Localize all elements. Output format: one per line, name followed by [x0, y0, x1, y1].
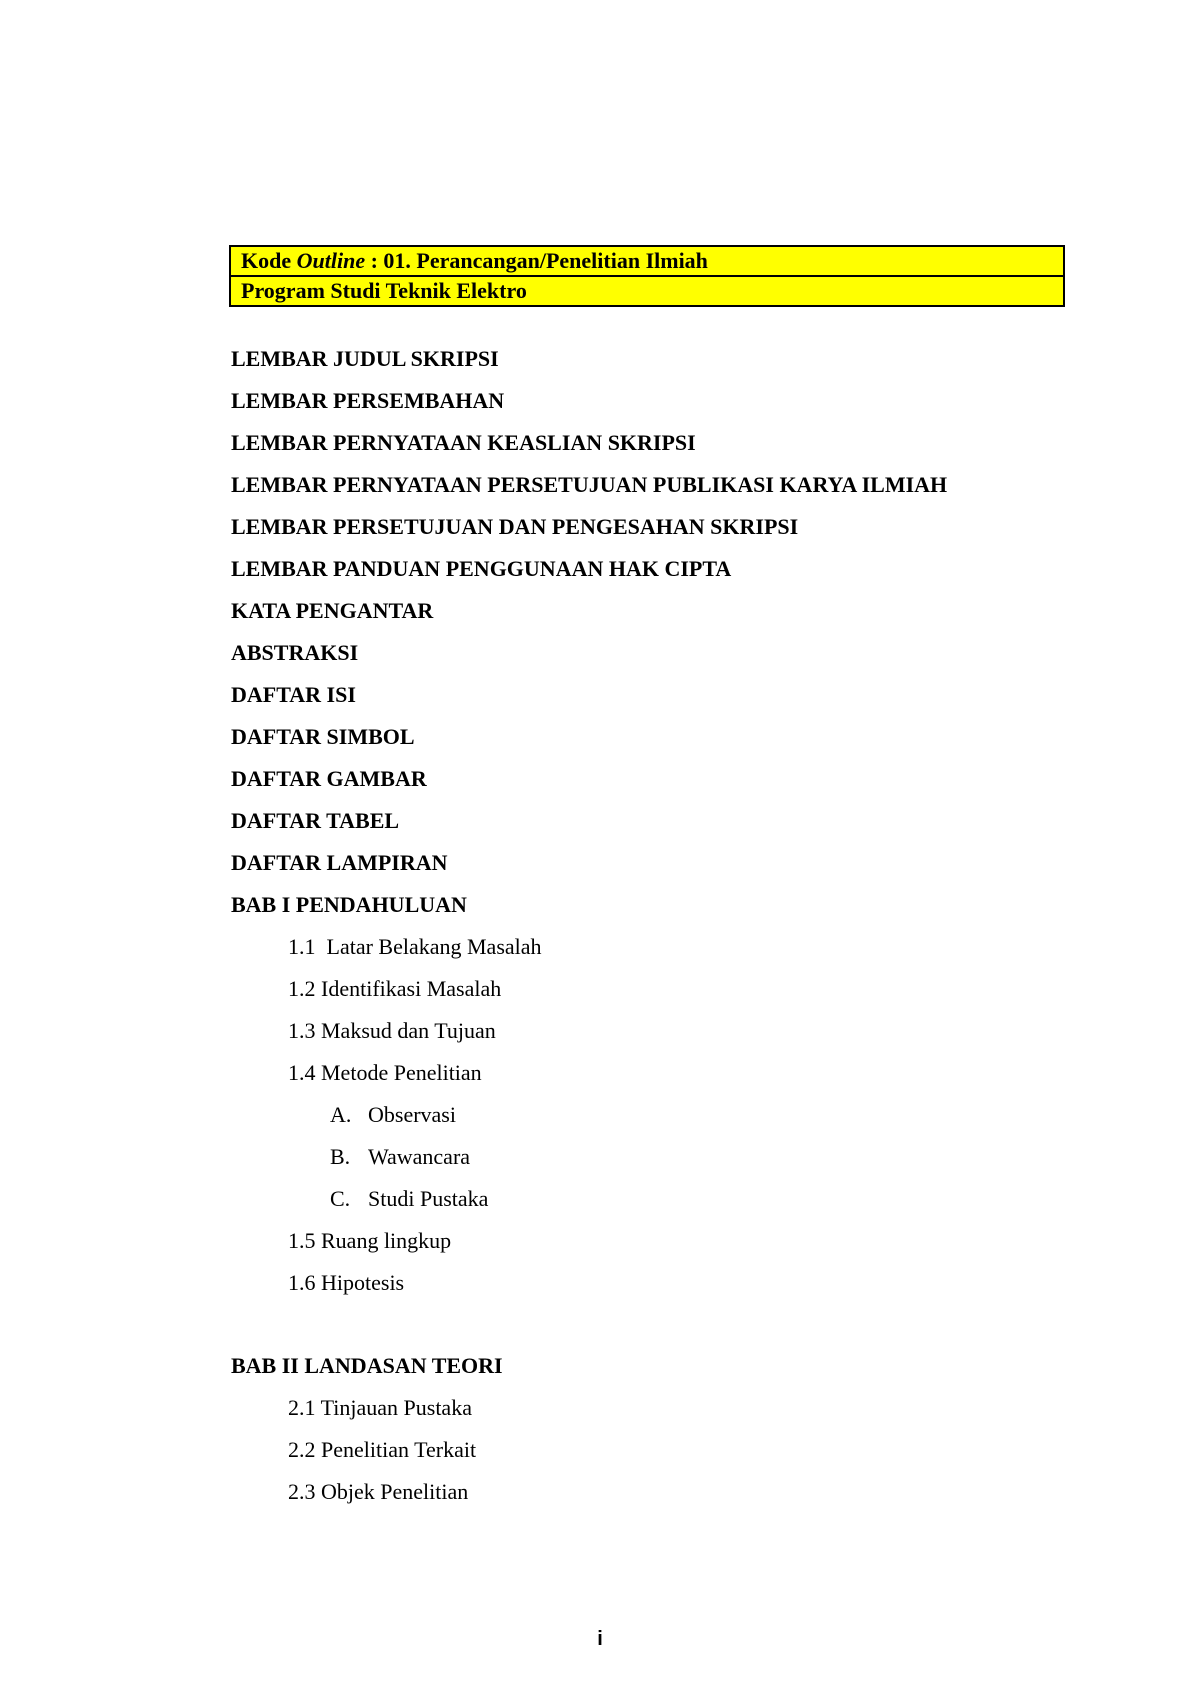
toc-subsection-label: Metode Penelitian — [315, 1060, 482, 1085]
toc-sub-item-label: Wawancara — [368, 1144, 471, 1169]
chapter-1-title: BAB I PENDAHULUAN — [231, 892, 467, 917]
toc-subsection — [288, 1479, 468, 1505]
toc-subsection-label: Latar Belakang Masalah — [315, 934, 542, 959]
toc-sub-item-label: Studi Pustaka — [368, 1186, 489, 1211]
toc-heading: LEMBAR PERSEMBAHAN — [231, 388, 505, 413]
toc-sub-item — [330, 1144, 470, 1170]
toc-subsection-number: 2.1 — [288, 1395, 316, 1420]
toc-subsection-number: 1.6 — [288, 1270, 316, 1295]
toc-subsection-number: 1.3 — [288, 1018, 316, 1043]
toc-subsection-label: Penelitian Terkait — [315, 1437, 477, 1462]
toc-subsection-label: Maksud dan Tujuan — [315, 1018, 496, 1043]
toc-subsection-label: Tinjauan Pustaka — [315, 1395, 472, 1420]
toc-sub-item — [330, 1102, 456, 1128]
toc-subsection-number: 2.3 — [288, 1479, 316, 1504]
outline-code-prefix: Kode — [241, 248, 297, 273]
toc-sub-item — [330, 1186, 488, 1212]
outline-code-suffix: : 01. Perancangan/Penelitian Ilmiah — [365, 248, 708, 273]
toc-subsection-number: 2.2 — [288, 1437, 316, 1462]
toc-subsection — [288, 1018, 496, 1044]
toc-sub-item-label: Observasi — [368, 1102, 456, 1127]
toc-subsection-number: 1.2 — [288, 976, 316, 1001]
toc-heading: KATA PENGANTAR — [231, 598, 434, 623]
toc-subsection-label: Ruang lingkup — [315, 1228, 452, 1253]
toc-heading: DAFTAR GAMBAR — [231, 766, 427, 791]
toc-subsection — [288, 1228, 451, 1254]
outline-code-italic: Outline — [296, 248, 366, 273]
page-number: i — [597, 1628, 603, 1650]
toc-heading: DAFTAR TABEL — [231, 808, 400, 833]
toc-subsection — [288, 1270, 404, 1296]
toc-heading: LEMBAR PERNYATAAN PERSETUJUAN PUBLIKASI KARYA ILMIAH — [231, 472, 948, 497]
toc-subsection — [288, 1060, 482, 1086]
outline-code-row — [231, 247, 1063, 275]
toc-sub-item-letter: B. — [330, 1144, 351, 1169]
toc-subsection — [288, 1395, 472, 1421]
toc-heading: LEMBAR PERNYATAAN KEASLIAN SKRIPSI — [231, 430, 696, 455]
toc-subsection-label: Identifikasi Masalah — [315, 976, 502, 1001]
toc-heading: ABSTRAKSI — [231, 640, 359, 665]
toc-heading: DAFTAR LAMPIRAN — [231, 850, 448, 875]
toc-subsection — [288, 934, 542, 960]
toc-heading: DAFTAR ISI — [231, 682, 356, 707]
toc-sub-item-letter: A. — [330, 1102, 352, 1127]
toc-subsection-number: 1.1 — [288, 934, 316, 959]
toc-sub-item-letter: C. — [330, 1186, 351, 1211]
toc-heading: LEMBAR JUDUL SKRIPSI — [231, 346, 499, 371]
toc-subsection-number: 1.5 — [288, 1228, 316, 1253]
outline-code-box — [229, 245, 1065, 307]
toc-heading: DAFTAR SIMBOL — [231, 724, 415, 749]
study-program-row: Program Studi Teknik Elektro — [231, 275, 1063, 305]
toc-heading: LEMBAR PANDUAN PENGGUNAAN HAK CIPTA — [231, 556, 732, 581]
chapter-2-title: BAB II LANDASAN TEORI — [231, 1353, 503, 1378]
toc-subsection-label: Hipotesis — [315, 1270, 405, 1295]
toc-subsection-label: Objek Penelitian — [315, 1479, 469, 1504]
toc-subsection — [288, 1437, 476, 1463]
toc-subsection-number: 1.4 — [288, 1060, 316, 1085]
toc-subsection — [288, 976, 501, 1002]
toc-heading: LEMBAR PERSETUJUAN DAN PENGESAHAN SKRIPSI — [231, 514, 799, 539]
